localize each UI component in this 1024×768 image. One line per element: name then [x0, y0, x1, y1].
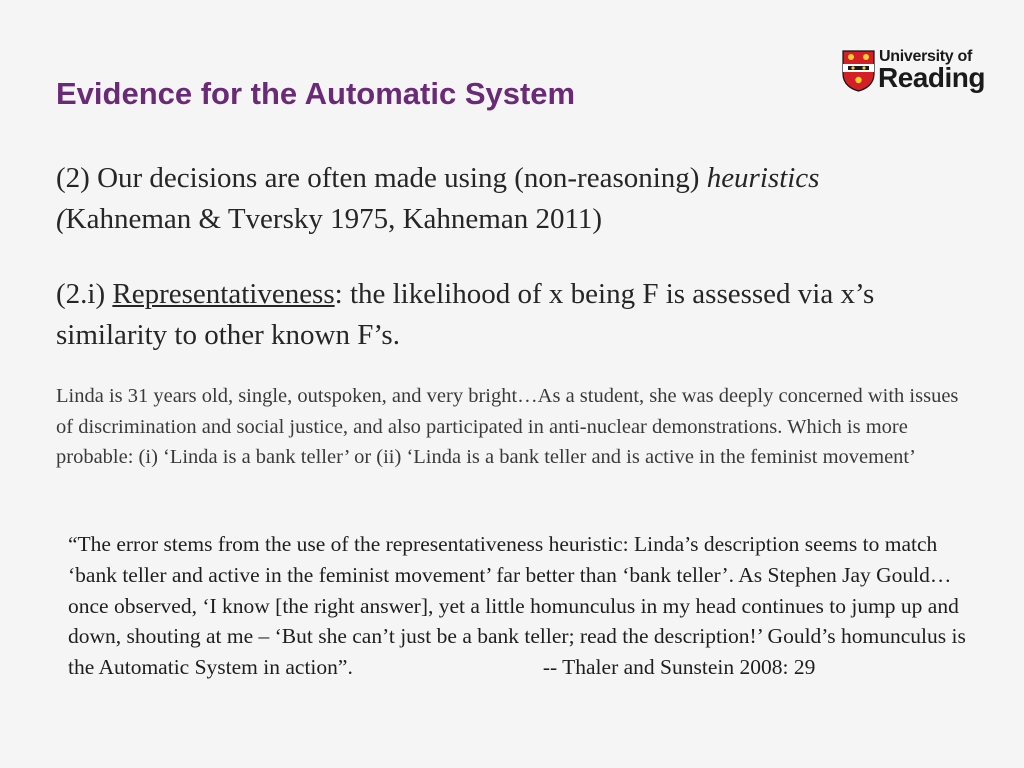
point-2-heuristics	[56, 158, 956, 240]
thaler-sunstein-quote	[68, 529, 968, 683]
point-2i-representativeness	[56, 274, 956, 356]
logo-line-university-of: University of	[879, 48, 973, 65]
point-2i-definition: : the likelihood of x being F is assessed via x’s similarity to other known F’s.	[56, 278, 875, 351]
point-2i-prefix: (2.i)	[56, 278, 113, 310]
university-crest-icon	[842, 50, 875, 92]
point-2-ref-open: (	[56, 203, 66, 235]
point-2-references: Kahneman & Tversky 1975, Kahneman 2011)	[65, 203, 603, 235]
point-2-term: heuristics	[706, 162, 820, 194]
point-2i-term: Representativeness	[112, 278, 335, 310]
point-2-text: (2) Our decisions are often made using (non-reasoning)	[56, 162, 707, 194]
quote-text: “The error stems from the use of the representativeness heuristic: Linda’s description seems to match ‘bank teller and active in the feminist movement’ far better than ‘bank teller’. As Stephen Jay Gould…once observed, ‘I know [the right answer], yet a little homunculus in my head continues to jump up and down, shouting at me – ‘But she can’t just be a bank teller; read the description!’ Gould’s homunculus is the Automatic System in action”.	[68, 532, 966, 680]
university-logo	[842, 48, 985, 96]
linda-problem-text: Linda is 31 years old, single, outspoken, and very bright…As a student, she was deeply concerned with issues of discrimination and social justice, and also participated in anti-nuclear demonstrations. Which is more probable: (i) ‘Linda is a bank teller’ or (ii) ‘Linda is a bank teller and is active in the feminist movement’	[56, 385, 959, 468]
quote-citation: -- Thaler and Sunstein 2008: 29	[542, 655, 816, 680]
logo-line-reading: Reading	[878, 62, 985, 93]
slide-title: Evidence for the Automatic System	[56, 76, 576, 111]
